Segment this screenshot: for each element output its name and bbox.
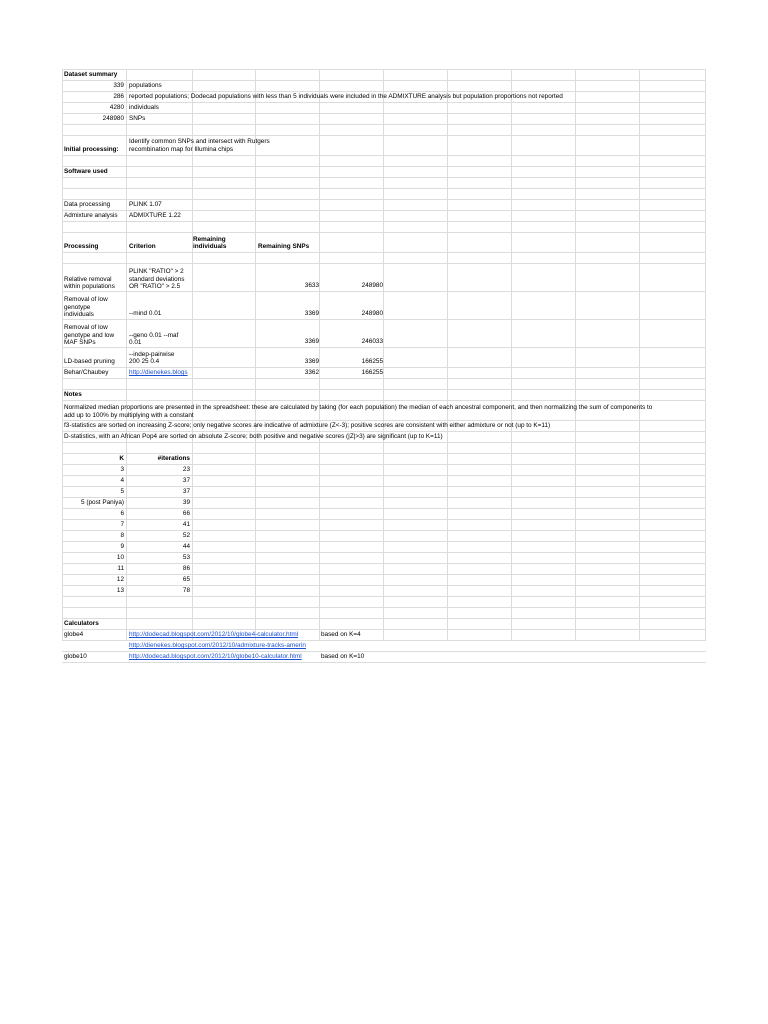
processing-name-line3: individuals xyxy=(64,311,94,318)
iterations-value: 39 xyxy=(182,499,190,507)
sheet-row[interactable] xyxy=(62,189,706,200)
individual-count: 4280 xyxy=(109,104,124,112)
table-row[interactable] xyxy=(62,531,706,542)
calculator-name: globe4 xyxy=(64,631,84,639)
individual-label: individuals xyxy=(129,104,159,112)
table-row[interactable] xyxy=(62,520,706,531)
iterations-value: 66 xyxy=(182,510,190,518)
sheet-row[interactable] xyxy=(62,156,706,167)
remaining-individuals-value: 3369 xyxy=(304,310,319,318)
table-row[interactable] xyxy=(62,498,706,509)
k-header: K xyxy=(119,455,124,463)
table-row[interactable] xyxy=(62,564,706,575)
table-row[interactable] xyxy=(62,465,706,476)
k-value: 5 (post Paniya) xyxy=(81,499,124,507)
sheet-row[interactable] xyxy=(62,69,706,81)
k-value: 12 xyxy=(116,576,124,584)
table-row[interactable] xyxy=(62,542,706,553)
processing-name-line1: Relative removal xyxy=(64,276,112,283)
processing-name-line2: within populations xyxy=(64,283,115,290)
calculator-link[interactable]: http://dodecad.blogspot.com/2012/10/globe10-calculator.html xyxy=(129,653,302,661)
table-row[interactable] xyxy=(62,509,706,520)
k-value: 6 xyxy=(120,510,124,518)
table-row[interactable] xyxy=(62,586,706,597)
criterion-line1: --geno 0.01 --maf xyxy=(129,332,179,339)
criterion-line1: PLINK "RATIO" > 2 xyxy=(129,268,184,275)
sheet-row[interactable] xyxy=(62,390,706,401)
sheet-row[interactable] xyxy=(62,114,706,125)
processing-name-line1: Removal of low xyxy=(64,324,108,331)
snp-count: 248980 xyxy=(102,115,124,123)
snp-label: SNPs xyxy=(129,115,146,123)
software-value-admixture: ADMIXTURE 1.22 xyxy=(129,212,181,220)
note-1-line1: Normalized median proportions are presented in the spreadsheet: these are calculated by taking (for each population) the median of each ancestral component, and then normalizing the sum of components to xyxy=(64,404,653,411)
remaining-individuals-value: 3362 xyxy=(304,369,319,377)
software-label-data: Data processing xyxy=(64,201,111,209)
iterations-value: 86 xyxy=(182,565,190,573)
note-row[interactable] xyxy=(62,432,706,443)
remaining-snps-value: 248980 xyxy=(361,282,383,290)
table-row[interactable] xyxy=(62,476,706,487)
note-row[interactable] xyxy=(62,421,706,432)
k-value: 11 xyxy=(117,565,124,573)
table-row[interactable] xyxy=(62,368,706,379)
initial-processing-line1: Identify common SNPs and intersect with Rutgers xyxy=(129,138,270,145)
k-value: 8 xyxy=(120,532,124,540)
note-row[interactable] xyxy=(62,401,706,421)
calculator-row[interactable] xyxy=(62,652,706,663)
iterations-value: 37 xyxy=(182,477,190,485)
k-value: 10 xyxy=(116,554,124,562)
criterion-line1: --indep-pairwise xyxy=(129,351,175,358)
remaining-snps-value: 248980 xyxy=(361,310,383,318)
sheet-row[interactable] xyxy=(62,136,706,156)
criterion-line3: OR "RATIO" > 2.5 xyxy=(129,283,181,290)
processing-name-line2: genotype and low xyxy=(64,332,115,339)
k-value: 3 xyxy=(120,466,124,474)
remaining-individuals-header-1: Remaining xyxy=(193,236,226,243)
sheet-row[interactable] xyxy=(62,178,706,189)
remaining-individuals-value: 3633 xyxy=(304,282,319,290)
processing-name-line1: LD-based pruning xyxy=(64,358,115,366)
sheet-row[interactable] xyxy=(62,454,706,465)
calculator-row[interactable] xyxy=(62,641,706,652)
remaining-snps-value: 166255 xyxy=(361,369,383,377)
dataset-summary-header: Dataset summary xyxy=(64,71,118,79)
note-1-line2: add up to 100% by multiplying with a constant xyxy=(64,412,194,419)
table-row[interactable] xyxy=(62,487,706,498)
sheet-row[interactable] xyxy=(62,608,706,619)
sheet-row[interactable] xyxy=(62,125,706,136)
iterations-value: 52 xyxy=(182,532,190,540)
processing-header: Processing xyxy=(64,243,99,251)
behar-chaubey-link[interactable]: http://dienekes.blogs xyxy=(129,369,188,377)
reported-count: 286 xyxy=(113,93,124,101)
iterations-table xyxy=(62,465,706,597)
calculator-note: based on K=4 xyxy=(321,631,361,639)
software-label-admixture: Admixture analysis xyxy=(64,212,118,220)
calculator-row[interactable] xyxy=(62,630,706,641)
iterations-value: 23 xyxy=(182,466,190,474)
criterion-header: Criterion xyxy=(129,243,156,251)
calculator-note: based on K=10 xyxy=(321,653,365,661)
calculator-link[interactable]: http://dodecad.blogspot.com/2012/10/globe4-calculator.html xyxy=(129,631,299,639)
processing-name-line1: Removal of low xyxy=(64,296,108,303)
remaining-individuals-value: 3369 xyxy=(304,338,319,346)
k-value: 4 xyxy=(120,477,124,485)
spreadsheet xyxy=(62,69,706,663)
iterations-value: 53 xyxy=(182,554,190,562)
sheet-row[interactable] xyxy=(62,253,706,264)
note-3: D-statistics, with an African Pop4 are sorted on absolute Z-score; both positive and negative scores (|Z|>3) are significant (up to K=11) xyxy=(64,433,443,441)
criterion-line2: 200 25 0.4 xyxy=(129,358,160,366)
sheet-row[interactable] xyxy=(62,211,706,222)
sheet-row[interactable] xyxy=(62,597,706,608)
iterations-header: #iterations xyxy=(157,455,190,463)
table-row[interactable] xyxy=(62,575,706,586)
processing-name-line1: Behar/Chaubey xyxy=(64,369,109,377)
initial-processing-line2: recombination map for Illumina chips xyxy=(129,146,234,153)
remaining-snps-value: 166255 xyxy=(361,358,383,366)
software-header: Software used xyxy=(64,168,108,176)
table-row[interactable] xyxy=(62,320,706,348)
remaining-individuals-value: 3369 xyxy=(304,358,319,366)
table-row[interactable] xyxy=(62,553,706,564)
population-count: 339 xyxy=(113,82,124,90)
iterations-value: 78 xyxy=(182,587,190,595)
remaining-individuals-header-2: individuals xyxy=(193,243,227,251)
sheet-row[interactable] xyxy=(62,222,706,233)
k-value: 7 xyxy=(120,521,124,529)
reported-label: reported populations; Dodecad populations with less than 5 individuals were included in the ADMIXTURE analysis but population proportions not reported xyxy=(129,93,563,101)
criterion-line2: 0.01 xyxy=(129,339,142,346)
sheet-row[interactable] xyxy=(62,81,706,92)
sheet-row[interactable] xyxy=(62,92,706,103)
calculator-link[interactable]: http://dienekes.blogspot.com/2012/10/admixture-tracks-amerin xyxy=(129,642,306,650)
note-2: f3-statistics are sorted on increasing Z-score; only negative scores are indicative of admixture (Z<-3); positive scores are consistent with either admixture or not (up to K=11) xyxy=(64,422,551,430)
sheet-row[interactable] xyxy=(62,200,706,211)
software-value-plink: PLINK 1.07 xyxy=(129,201,162,209)
population-label: populations xyxy=(129,82,162,90)
table-row[interactable] xyxy=(62,292,706,320)
sheet-row[interactable] xyxy=(62,619,706,630)
calculators-header: Calculators xyxy=(64,620,99,628)
iterations-value: 37 xyxy=(182,488,190,496)
processing-name-line3: MAF SNPs xyxy=(64,339,96,346)
calculator-name: globe10 xyxy=(64,653,87,661)
sheet-row[interactable] xyxy=(62,103,706,114)
table-row[interactable] xyxy=(62,264,706,292)
table-row[interactable] xyxy=(62,348,706,368)
notes-header: Notes xyxy=(64,391,82,399)
criterion-line1: --mind 0.01 xyxy=(129,310,162,318)
criterion-line2: standard deviations xyxy=(129,276,185,283)
processing-name-line2: genotype xyxy=(64,304,91,311)
iterations-value: 65 xyxy=(182,576,190,584)
remaining-snps-value: 246033 xyxy=(361,338,383,346)
remaining-snps-header: Remaining SNPs xyxy=(258,243,310,251)
k-value: 5 xyxy=(120,488,124,496)
sheet-row[interactable] xyxy=(62,233,706,253)
k-value: 9 xyxy=(120,543,124,551)
initial-processing-label: Initial processing: xyxy=(64,146,119,154)
sheet-row[interactable] xyxy=(62,379,706,390)
k-value: 13 xyxy=(116,587,124,595)
iterations-value: 44 xyxy=(182,543,190,551)
iterations-value: 41 xyxy=(182,521,190,529)
sheet-row[interactable] xyxy=(62,167,706,178)
sheet-row[interactable] xyxy=(62,443,706,454)
